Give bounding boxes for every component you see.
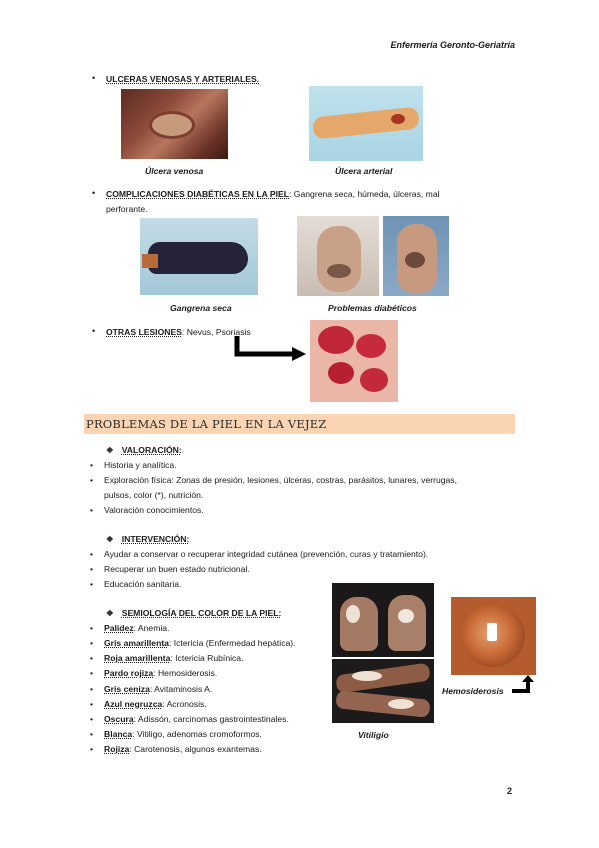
psoriasis-photo — [310, 320, 398, 402]
list-item: • Exploración física: Zonas de presión, lesiones, úlceras, costras, parásitos, lunares, verrugas, — [90, 475, 457, 485]
diabetic-line — [106, 189, 440, 199]
arrow-right-icon — [234, 336, 308, 366]
list-item: • Palidez: Anemia. — [90, 623, 170, 633]
caption-venous-ulcer: Úlcera venosa — [145, 166, 204, 176]
page-number: 2 — [507, 786, 513, 796]
section-banner — [84, 414, 515, 434]
caption-vitiligo: Vitiligio — [358, 730, 389, 740]
diabetic-foot-photo — [383, 216, 449, 296]
diabetic-heading: COMPLICACIONES DIABÉTICAS EN LA PIEL — [106, 189, 290, 199]
ulceras-heading: ULCERAS VENOSAS Y ARTERIALES. — [106, 74, 260, 84]
list-item: • Pardo rojiza: Hemosiderosis. — [90, 668, 218, 678]
vitiligo-hands-photo — [332, 583, 434, 657]
diamond-bullet-icon: ❖ — [106, 445, 114, 455]
caption-arterial-ulcer: Úlcera arterial — [335, 166, 393, 176]
list-item: • Blanca: Vitiligo, adenomas cromoformos. — [90, 729, 262, 739]
bullet-dot: • — [92, 73, 96, 83]
list-item: • Azul negruzca: Acronosis. — [90, 699, 207, 709]
dry-gangrene-photo — [140, 218, 258, 295]
arrow-up-icon — [510, 675, 534, 695]
list-item: • Educación sanitaria. — [90, 579, 182, 589]
venous-ulcer-photo — [121, 89, 228, 159]
valoracion-subheading — [106, 445, 182, 456]
list-item: • Gris ceniza: Avitaminosis A. — [90, 684, 213, 694]
diabetic-text-continued: perforante. — [106, 204, 148, 214]
valoracion-heading: VALORACIÓN: — [121, 445, 182, 455]
list-item: • Oscura: Adissón, carcinomas gastrointestinales. — [90, 714, 289, 724]
caption-diabetic-problems: Problemas diabéticos — [328, 303, 417, 313]
running-header: Enfermería Geronto-Geriatría — [390, 40, 515, 50]
diabetic-leg-photo — [297, 216, 379, 296]
other-lesions-line — [106, 327, 251, 337]
caption-hemosiderosis: Hemosiderosis — [442, 686, 504, 696]
vitiligo-arms-photo — [332, 659, 434, 723]
list-item: • Recuperar un buen estado nutricional. — [90, 564, 250, 574]
list-item: • Gris amarillenta: Ictericia (Enfermedad hepática). — [90, 638, 296, 648]
bullet-dot: • — [92, 188, 96, 198]
caption-dry-gangrene: Gangrena seca — [170, 303, 232, 313]
other-lesions-text: : Nevus, Psoriasis — [181, 327, 251, 337]
list-item: • Historia y analítica. — [90, 460, 177, 470]
list-item: • Valoración conocimientos. — [90, 505, 204, 515]
bullet-dot: • — [92, 326, 96, 336]
intervencion-subheading — [106, 534, 189, 545]
intervencion-heading: INTERVENCIÓN: — [121, 534, 190, 544]
list-item: • Ayudar a conservar o recuperar integridad cutánea (prevención, curas y tratamiento). — [90, 549, 429, 559]
diamond-bullet-icon: ❖ — [106, 608, 114, 618]
diabetic-text: : Gangrena seca, húmeda, úlceras, mal — [289, 189, 440, 199]
diamond-bullet-icon: ❖ — [106, 534, 114, 544]
semiologia-heading: SEMIOLOGÍA DEL COLOR DE LA PIEL: — [121, 608, 282, 618]
banner-title: PROBLEMAS DE LA PIEL EN LA VEJEZ — [86, 417, 327, 431]
hemosiderosis-eye-photo — [451, 597, 536, 675]
arterial-ulcer-photo — [309, 86, 423, 161]
list-item: • Rojiza: Carotenosis, algunos exantemas. — [90, 744, 262, 754]
list-item-continued: pulsos, color (*), nutrición. — [104, 490, 204, 500]
semiologia-subheading — [106, 608, 281, 619]
list-item: • Roja amarillenta: Ictericia Rubínica. — [90, 653, 244, 663]
other-lesions-heading: OTRAS LESIONES — [106, 327, 182, 337]
